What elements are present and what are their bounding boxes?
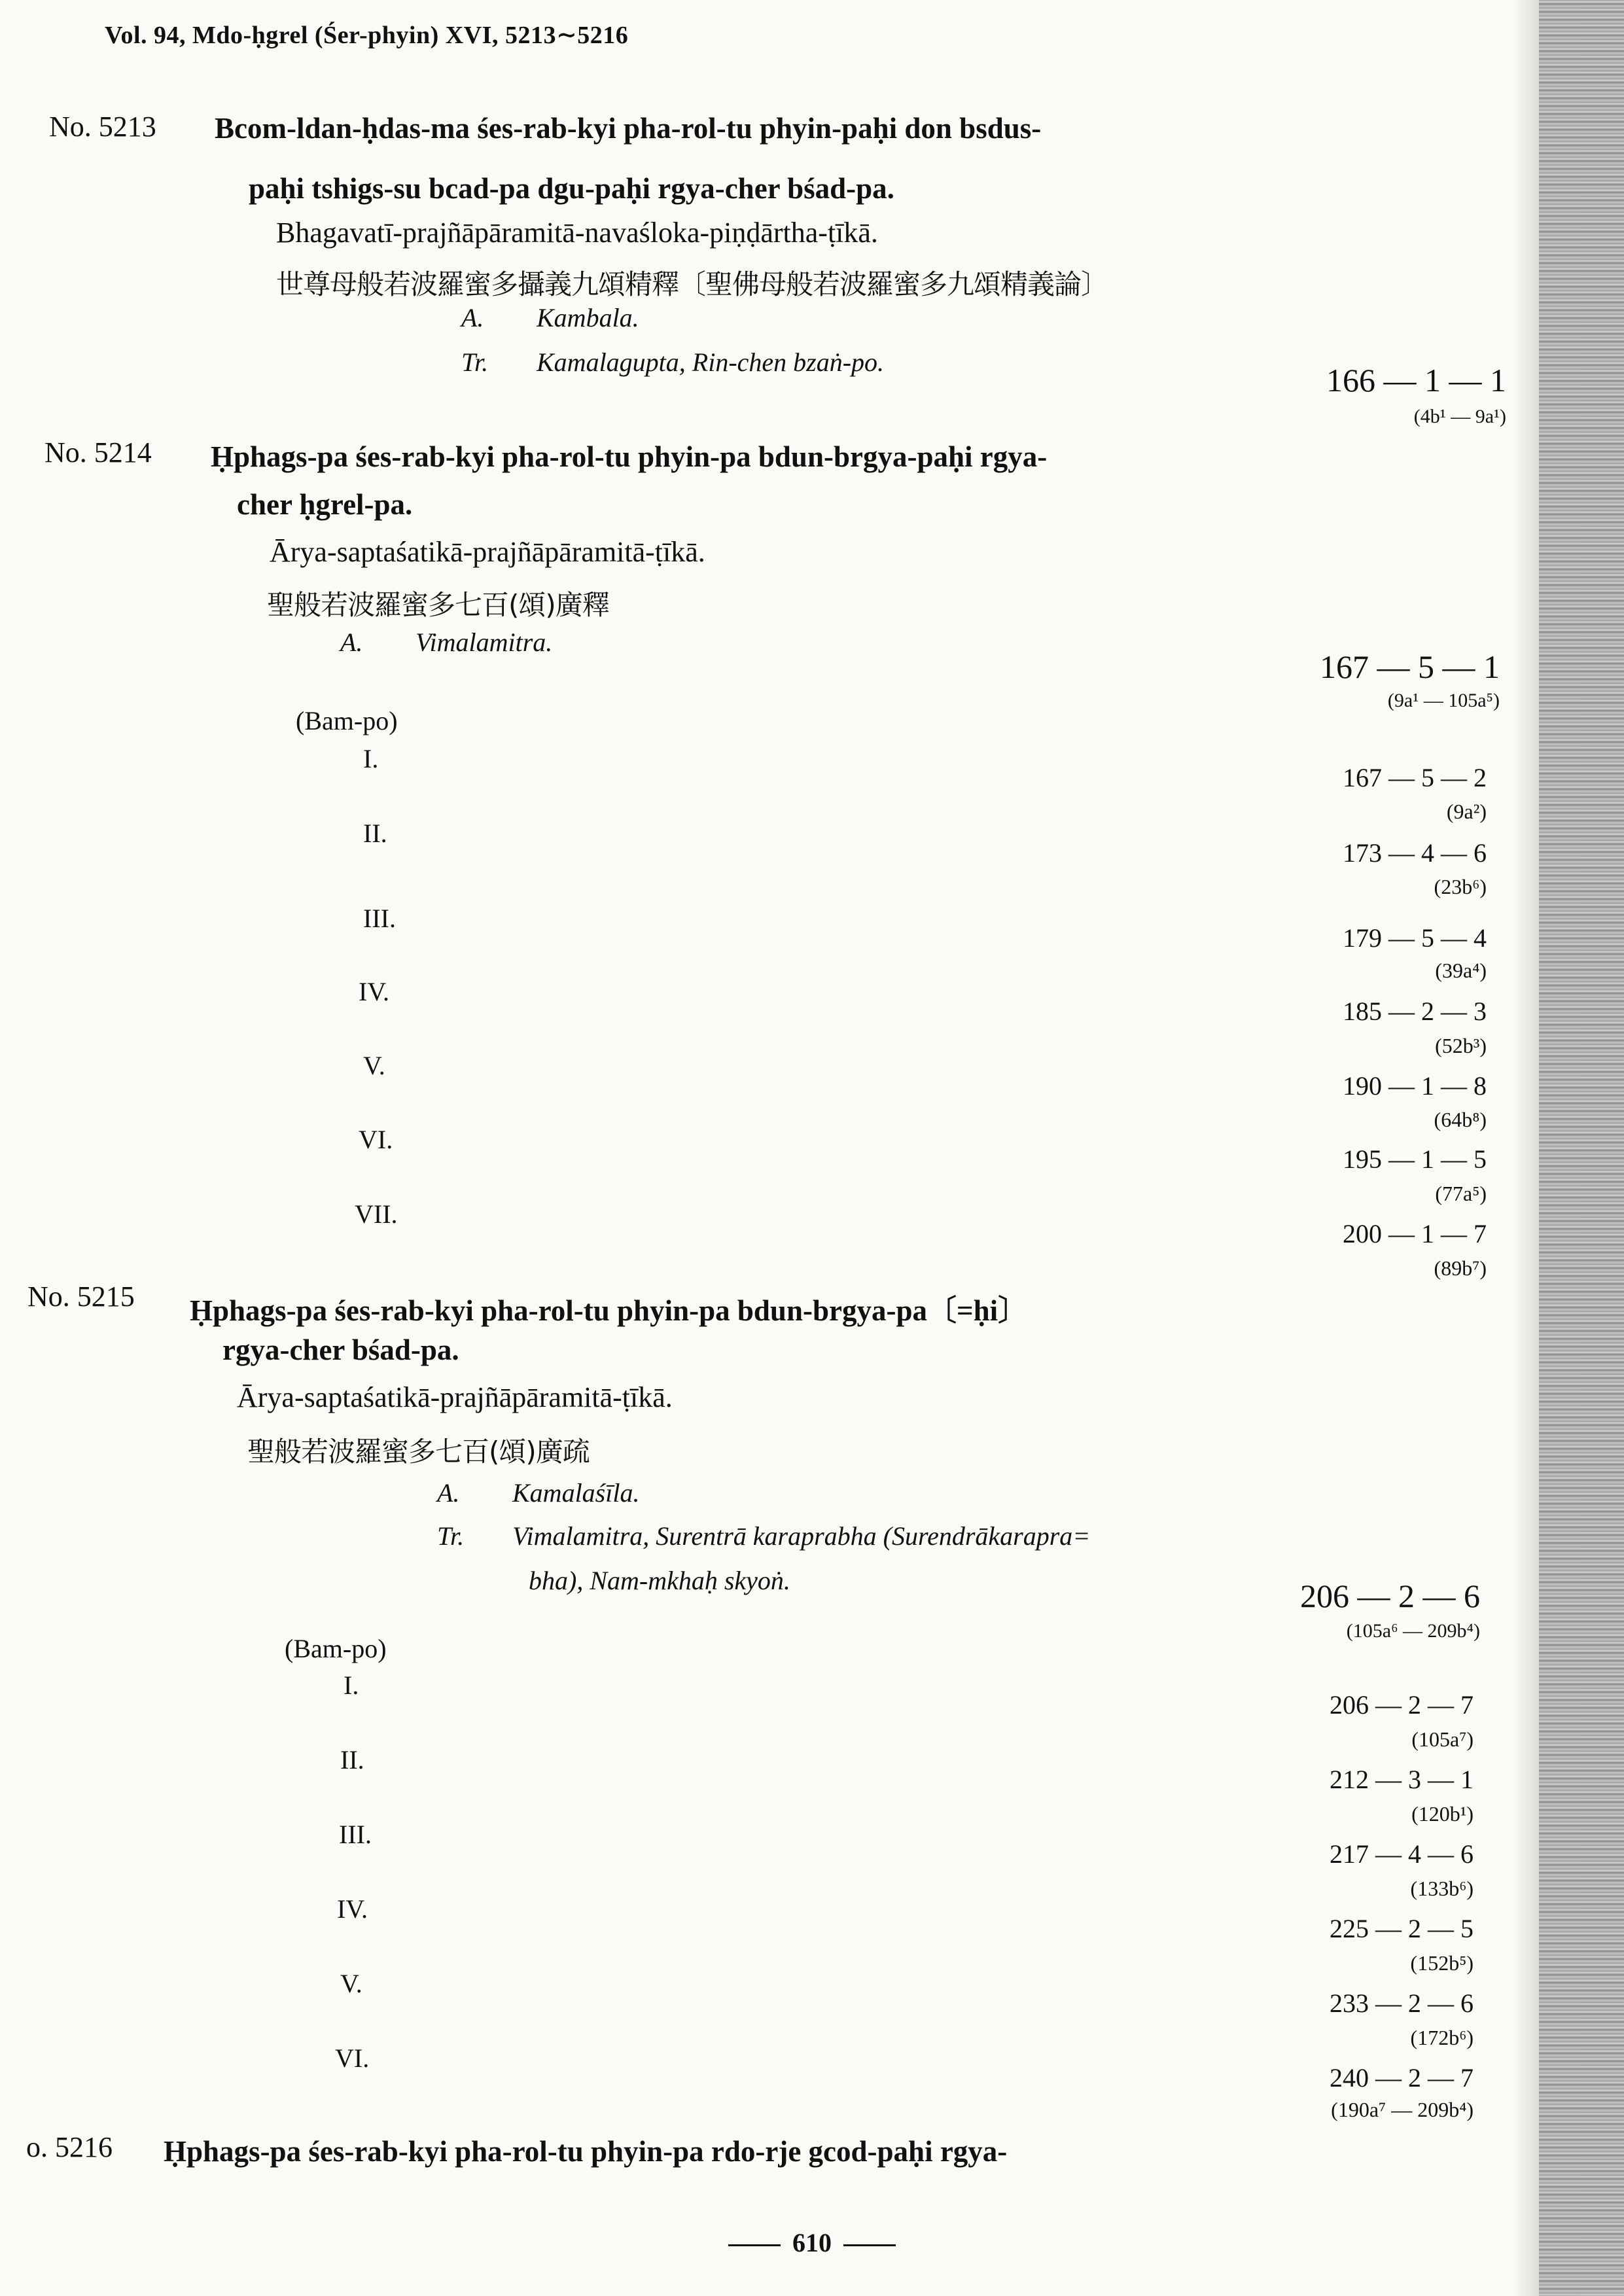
chinese-title: 聖般若波羅蜜多七百(頌)廣疏 <box>247 1436 590 1468</box>
entry-number: No. 5215 <box>27 1280 135 1313</box>
page-reference: 166 — 1 — 1 <box>1326 362 1506 398</box>
bam-po-folio: (120b¹) <box>1411 1802 1474 1826</box>
running-header: Vol. 94, Mdo-ḥgrel (Śer-phyin) XVI, 5213∼5216 <box>105 22 629 49</box>
bam-po-folio: (77a⁵) <box>1435 1182 1487 1205</box>
page-reference: 206 — 2 — 6 <box>1300 1578 1480 1614</box>
bam-po-ref: 206 — 2 — 7 <box>1330 1690 1474 1720</box>
bam-po-roman: V. <box>340 1969 362 1998</box>
title-line-2: paḥi tshigs-su bcad-pa dgu-paḥi rgya-cher bśad-pa. <box>249 172 894 205</box>
bam-po-roman: IV. <box>337 1894 368 1924</box>
bam-po-roman: IV. <box>359 977 390 1006</box>
bam-po-label: (Bam-po) <box>296 706 398 735</box>
author-label: A. <box>437 1478 460 1508</box>
author-name: Kambala. <box>537 303 639 332</box>
translator-names: Kamalagupta, Rin-chen bzaṅ-po. <box>537 347 885 377</box>
page-reference: 167 — 5 — 1 <box>1320 648 1500 685</box>
bam-po-ref: 200 — 1 — 7 <box>1343 1219 1487 1248</box>
entry-number: No. 5214 <box>44 436 152 468</box>
bam-po-ref: 190 — 1 — 8 <box>1343 1071 1487 1101</box>
bam-po-roman: I. <box>363 744 379 773</box>
bam-po-folio: (52b³) <box>1435 1034 1487 1057</box>
bam-po-folio: (172b⁶) <box>1410 2026 1474 2049</box>
author-label: A. <box>461 303 484 332</box>
title-line-2: rgya-cher bśad-pa. <box>222 1333 459 1366</box>
bam-po-roman: III. <box>363 904 396 933</box>
bam-po-folio: (89b⁷) <box>1434 1256 1487 1280</box>
bam-po-ref: 185 — 2 — 3 <box>1343 997 1487 1026</box>
footer-rule-right <box>843 2244 896 2246</box>
author-name: Kamalaśīla. <box>512 1478 640 1508</box>
bam-po-ref: 179 — 5 — 4 <box>1343 923 1487 953</box>
title-line-2: cher ḥgrel-pa. <box>237 488 413 521</box>
bam-po-folio: (9a²) <box>1446 800 1487 823</box>
bam-po-ref: 225 — 2 — 5 <box>1330 1914 1474 1943</box>
bam-po-roman: I. <box>344 1670 359 1700</box>
bam-po-roman: II. <box>340 1745 364 1775</box>
entry-number: o. 5216 <box>26 2131 113 2163</box>
sanskrit-title: Ārya-saptaśatikā-prajñāpāramitā-ṭīkā. <box>270 536 705 568</box>
bam-po-folio: (190a⁷ — 209b⁴) <box>1331 2098 1474 2121</box>
bam-po-folio: (133b⁶) <box>1410 1877 1474 1900</box>
bam-po-ref: 217 — 4 — 6 <box>1330 1839 1474 1869</box>
folio-range: (4b¹ — 9a¹) <box>1413 406 1506 427</box>
bam-po-roman: VII. <box>355 1199 398 1229</box>
chinese-title: 聖般若波羅蜜多七百(頌)廣釋 <box>267 589 609 621</box>
chinese-title: 世尊母般若波羅蜜多攝義九頌精釋〔聖佛母般若波羅蜜多九頌精義論〕 <box>276 268 1108 300</box>
translator-names: Vimalamitra, Surentrā karaprabha (Surendrākarapra= <box>512 1521 1091 1551</box>
author-line <box>461 302 639 333</box>
title-line-1: Ḥphags-pa śes-rab-kyi pha-rol-tu phyin-pa rdo-rje gcod-paḥi rgya- <box>164 2135 1008 2168</box>
author-line <box>437 1477 639 1508</box>
page-number: 610 <box>792 2228 832 2257</box>
folio-range: (105a⁶ — 209b⁴) <box>1346 1620 1480 1642</box>
author-line <box>340 627 552 658</box>
translator-line-2: bha), Nam-mkhaḥ skyoṅ. <box>529 1566 790 1595</box>
title-line-1: Ḥphags-pa śes-rab-kyi pha-rol-tu phyin-pa bdun-brgya-pa〔=ḥi〕 <box>190 1294 1028 1327</box>
translator-label: Tr. <box>461 347 489 377</box>
bam-po-roman: VI. <box>359 1125 393 1154</box>
entry-number: No. 5213 <box>49 111 156 143</box>
bam-po-label: (Bam-po) <box>285 1634 387 1663</box>
title-line-1: Bcom-ldan-ḥdas-ma śes-rab-kyi pha-rol-tu phyin-paḥi don bsdus- <box>215 112 1042 145</box>
bam-po-ref: 233 — 2 — 6 <box>1330 1988 1474 2018</box>
bam-po-folio: (23b⁶) <box>1434 875 1487 898</box>
scanned-page-edge <box>1539 0 1624 2296</box>
author-name: Vimalamitra. <box>415 627 553 657</box>
bam-po-ref: 173 — 4 — 6 <box>1343 838 1487 868</box>
footer-rule-left <box>728 2244 781 2246</box>
bam-po-ref: 212 — 3 — 1 <box>1330 1765 1474 1794</box>
page-footer <box>0 2227 1624 2258</box>
bam-po-folio: (105a⁷) <box>1411 1727 1474 1751</box>
bam-po-roman: V. <box>363 1051 385 1080</box>
bam-po-folio: (39a⁴) <box>1435 959 1487 982</box>
sanskrit-title: Bhagavatī-prajñāpāramitā-navaśloka-piṇḍārtha-ṭīkā. <box>276 217 878 249</box>
translator-line-1 <box>437 1521 1090 1551</box>
bam-po-folio: (152b⁵) <box>1410 1951 1474 1975</box>
folio-range: (9a¹ — 105a⁵) <box>1387 690 1500 711</box>
translator-label: Tr. <box>437 1521 465 1551</box>
translator-line <box>461 347 884 378</box>
author-label: A. <box>340 627 363 657</box>
bam-po-roman: II. <box>363 819 387 848</box>
bam-po-ref: 240 — 2 — 7 <box>1330 2063 1474 2093</box>
bam-po-ref: 167 — 5 — 2 <box>1343 763 1487 792</box>
bam-po-roman: III. <box>339 1820 372 1849</box>
title-line-1: Ḥphags-pa śes-rab-kyi pha-rol-tu phyin-pa bdun-brgya-paḥi rgya- <box>211 440 1048 473</box>
sanskrit-title: Ārya-saptaśatikā-prajñāpāramitā-ṭīkā. <box>237 1381 673 1413</box>
bam-po-ref: 195 — 1 — 5 <box>1343 1144 1487 1174</box>
bam-po-roman: VI. <box>335 2043 370 2073</box>
bam-po-folio: (64b⁸) <box>1434 1108 1487 1131</box>
